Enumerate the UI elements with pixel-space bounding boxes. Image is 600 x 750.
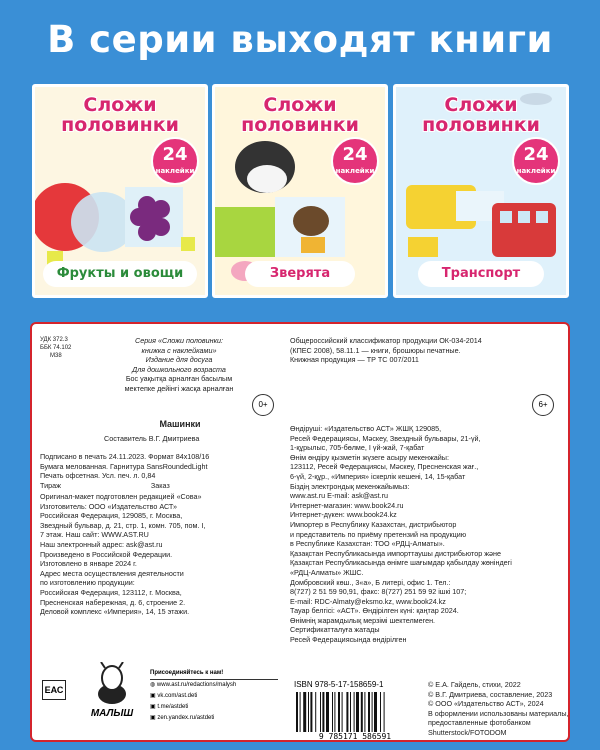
book-title-line-1: Сложи xyxy=(263,94,337,116)
kz-line: 123112, Ресей Федерациясы, Мәскеу, Пресненская жағ., xyxy=(290,462,479,472)
barcode xyxy=(294,692,416,732)
stickers-count-badge: 24 наклейки xyxy=(331,137,379,185)
compiler-block xyxy=(40,434,199,444)
bbk-code: ББК 74.102 xyxy=(40,345,72,351)
copyright-line: предоставленные фотобанком xyxy=(428,718,531,728)
kz-line: E-mail: RDC-Almaty@eksmo.kz, www.book24.kz xyxy=(290,596,446,606)
book-name: Машинки xyxy=(159,419,201,429)
age-rating-left: 0+ xyxy=(252,394,274,416)
publisher-line: Наш электронный адрес: ask@ast.ru xyxy=(40,539,163,549)
kz-line: Қазақстан Республикасында өнімге шағымдар қабылдау жөніндегі xyxy=(290,558,512,568)
kz-line: 1-құрылыс, 705-бөлме, I үй-жай, 7-қабат xyxy=(290,443,425,453)
copyright-block xyxy=(428,680,569,738)
barcode-digits: 9 785171 586591 xyxy=(318,732,392,741)
order-label: Заказ xyxy=(150,480,170,490)
classifier-line: (КПЕС 2008), 58.11.1 — книги, брошюры печатные. xyxy=(290,345,461,355)
kz-line: Сертификатталуға жатады xyxy=(290,625,380,635)
series-line: книжка с наклейками» xyxy=(141,345,217,355)
kz-line: Ресей Федерациясы, Мәскеу, Звездный бульвары, 21-үй, xyxy=(290,433,481,443)
publisher-line: по изготовлению продукции: xyxy=(40,578,135,588)
publisher-line: Деловой комплекс «Империя», 14, 15 этажи. xyxy=(40,607,190,617)
vk-icon: ▣ xyxy=(150,693,158,699)
kz-line: Тауар белгісі: «АСТ». Өндірілген күні: қаңтар 2024. xyxy=(290,606,459,616)
imprint-panel xyxy=(30,322,570,742)
social-link-telegram[interactable]: ▣ t.me/astdeti xyxy=(150,704,189,710)
publisher-line: Звездный бульвар, д. 21, стр. 1, комн. 705, пом. I, xyxy=(40,520,206,530)
isbn: ISBN 978-5-17-158659-1 xyxy=(294,680,384,689)
page-title: В серии выходят книги xyxy=(47,18,553,61)
classifier-info xyxy=(290,336,482,365)
kz-line: в Республике Казахстан: ТОО «РДЦ-Алматы». xyxy=(290,539,445,549)
book-subtitle: Зверята xyxy=(245,261,355,287)
social-link-zen[interactable]: ▣ zen.yandex.ru/astdeti xyxy=(150,715,215,721)
compiler: Составитель В.Г. Дмитриева xyxy=(104,434,200,443)
kz-line: Импортер в Республику Казахстан, дистрибьютор xyxy=(290,519,457,529)
book-cover-transport[interactable] xyxy=(393,84,569,298)
print-run-label: Тираж xyxy=(40,480,61,490)
kz-line: Өнім өндіру қызметін жүзеге асыру мекенжайы: xyxy=(290,452,449,462)
brand-name: МАЛЫШ xyxy=(90,708,134,719)
book-title-line-1: Сложи xyxy=(444,94,518,116)
age-rating-right: 6+ xyxy=(532,394,554,416)
stickers-count-badge: 24 наклейки xyxy=(512,137,560,185)
globe-icon: ◍ xyxy=(150,682,157,688)
book-cover-animals[interactable] xyxy=(212,84,388,298)
author-code: М38 xyxy=(50,353,62,359)
stickers-count-badge: 24 наклейки xyxy=(151,137,199,185)
social-block xyxy=(150,668,278,724)
kz-line: и представитель по приёму претензий на продукцию xyxy=(290,529,467,539)
series-info xyxy=(90,336,268,394)
social-link-vk[interactable]: ▣ vk.com/ast.deti xyxy=(150,693,198,699)
print-details xyxy=(40,452,209,490)
publisher-line: Пресненская набережная, д. 6, строение 2. xyxy=(40,597,186,607)
print-line: Бумага мелованная. Гарнитура SansRoundedLight xyxy=(40,461,208,471)
publisher-line: Изготовитель: ООО «Издательство АСТ» xyxy=(40,501,177,511)
eac-mark: ЕАС xyxy=(42,680,66,700)
classifier-line: Общероссийский классификатор продукции ОК-034-2014 xyxy=(290,336,482,345)
publisher-line: Оригинал-макет подготовлен редакцией «Сова» xyxy=(40,492,202,501)
book-title-line-2: половинки xyxy=(241,114,359,136)
book-subtitle: Транспорт xyxy=(418,261,544,287)
publisher-line: Адрес места осуществления деятельности xyxy=(40,568,184,578)
book-title-line-2: половинки xyxy=(422,114,540,136)
kz-line: Біздің электрондық мекенжайымыз: xyxy=(290,481,410,491)
kz-line: 6-үй, 2-құр., «Империя» іскерлік кешені, 14, 15-қабат xyxy=(290,471,466,481)
print-line: Печать офсетная. Усл. печ. л. 0,84 xyxy=(40,471,156,481)
series-line: Бос уақытқа арналған басылым xyxy=(125,374,233,384)
series-line: мектепке дейінгі жасқа арналған xyxy=(124,383,234,393)
publisher-line: 7 этаж. Наш сайт: WWW.AST.RU xyxy=(40,530,149,540)
kz-line: Интернет-магазин: www.book24.ru xyxy=(290,500,404,510)
series-line: Издание для досуга xyxy=(145,355,213,365)
print-run-row xyxy=(40,481,209,491)
kz-line: Домбровский көш., 3«а», Б литері, офис 1. Тел.: xyxy=(290,577,451,587)
telegram-icon: ▣ xyxy=(150,704,158,710)
kz-line: Ресей Федерациясында өндірілген xyxy=(290,635,407,645)
kz-line: Қазақстан Республикасында импорттаушы дистрибьютор және xyxy=(290,548,501,558)
classification-codes xyxy=(40,336,71,360)
copyright-line: Shutterstock/FOTODOM xyxy=(428,727,507,737)
book-cover-fruits[interactable] xyxy=(32,84,208,298)
publisher-line: Изготовлено в январе 2024 г. xyxy=(40,559,137,569)
zen-icon: ▣ xyxy=(150,715,158,721)
book-title-line-1: Сложи xyxy=(83,94,157,116)
social-title: Присоединяйтесь к нам! xyxy=(150,668,278,680)
series-line: Для дошкольного возраста xyxy=(132,364,226,374)
publisher-line: Российская Федерация, 123112, г. Москва, xyxy=(40,587,182,597)
copyright-line: © Е.А. Гайдель, стихи, 2022 xyxy=(428,680,521,689)
kz-line: 8(727) 2 51 59 90,91, факс: 8(727) 251 59 92 ішкі 107; xyxy=(290,587,467,597)
print-line: Подписано в печать 24.11.2023. Формат 84х108/16 xyxy=(40,452,210,461)
publisher-line: Российская Федерация, 129085, г. Москва, xyxy=(40,511,183,521)
series-line: Серия «Сложи половинки: xyxy=(135,336,223,345)
copyright-line: © ООО «Издательство АСТ», 2024 xyxy=(428,699,544,709)
publisher-line: Произведено в Российской Федерации. xyxy=(40,549,173,559)
kz-line: www.ast.ru E-mail: ask@ast.ru xyxy=(290,491,388,501)
kazakh-importer-info xyxy=(290,424,512,645)
kz-line: Өнімнің жарамдылық мерзімі шектелмеген. xyxy=(290,615,436,625)
brand-mascot-icon xyxy=(87,662,137,706)
brand-logo xyxy=(82,662,142,732)
book-title-block xyxy=(130,420,230,430)
classifier-line: Книжная продукция — ТР ТС 007/2011 xyxy=(290,355,419,365)
kz-line: Өндіруші: «Издательство АСТ» ЖШҚ 129085, xyxy=(290,424,442,433)
book-title-line-2: половинки xyxy=(61,114,179,136)
udk-code: УДК 372.3 xyxy=(40,337,68,343)
publisher-details xyxy=(40,492,205,617)
social-link-site[interactable]: ◍ www.ast.ru/redactions/malysh xyxy=(150,682,237,688)
book-subtitle: Фрукты и овощи xyxy=(43,261,197,287)
copyright-line: © В.Г. Дмитриева, составление, 2023 xyxy=(428,689,553,699)
copyright-line: В оформлении использованы материалы, xyxy=(428,708,569,718)
kz-line: Интернет-дүкен: www.book24.kz xyxy=(290,510,397,520)
kz-line: «РДЦ-Алматы» ЖШС. xyxy=(290,567,364,577)
